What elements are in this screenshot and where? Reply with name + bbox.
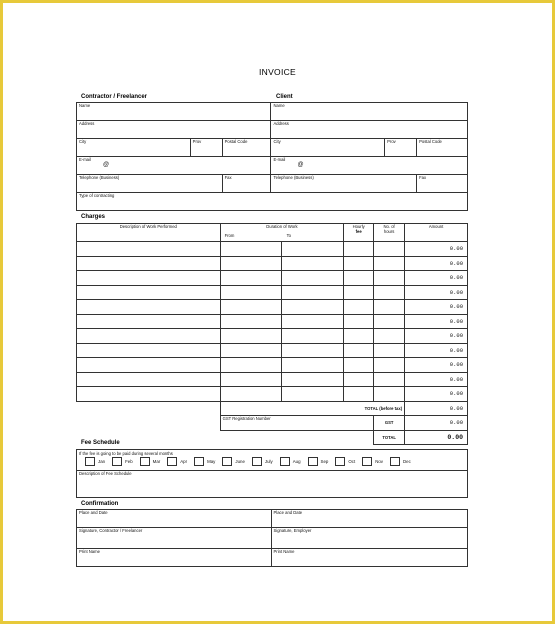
confirmation-heading: Confirmation (81, 501, 119, 507)
month-option[interactable] (194, 457, 215, 466)
fee-schedule-heading: Fee Schedule (81, 440, 120, 446)
month-label: Apr (180, 459, 188, 464)
to-cell[interactable] (282, 372, 344, 387)
amount-cell: 0.00 (405, 300, 468, 315)
hourly-fee-cell[interactable] (344, 300, 374, 315)
from-cell[interactable] (220, 242, 282, 257)
col-to: To (286, 233, 292, 238)
fee-intro: If the fee is going to be paid during several months (79, 451, 173, 456)
month-option[interactable] (335, 457, 355, 466)
client-phone-field[interactable]: Telephone (Business) (271, 175, 417, 193)
checkbox-icon[interactable] (280, 457, 290, 466)
month-label: Nov (375, 459, 383, 464)
contact-form-table (76, 102, 468, 211)
amount-cell: 0.00 (405, 242, 468, 257)
month-option[interactable] (362, 457, 383, 466)
contractor-phone-field[interactable]: Telephone (Business) (77, 175, 223, 193)
checkbox-icon[interactable] (112, 457, 122, 466)
contractor-address-field[interactable]: Address (77, 121, 271, 139)
description-cell[interactable] (77, 300, 221, 315)
amount-cell: 0.00 (405, 387, 468, 402)
charge-row (77, 256, 468, 271)
month-label: Dec (403, 459, 411, 464)
charge-row (77, 343, 468, 358)
client-name-field[interactable]: Name (271, 103, 468, 121)
hours-cell[interactable] (374, 256, 405, 271)
client-postal-field[interactable]: Postal Code (417, 139, 468, 157)
from-cell[interactable] (220, 343, 282, 358)
client-address-field[interactable]: Address (271, 121, 468, 139)
month-option[interactable] (308, 457, 329, 466)
signature-employer-field[interactable]: Signature, Employer (271, 528, 468, 549)
contractor-email-field[interactable]: E-mail @ (77, 157, 271, 175)
hourly-fee-cell[interactable] (344, 285, 374, 300)
contracting-type-field[interactable]: Type of contracting (77, 193, 468, 211)
to-cell[interactable] (282, 329, 344, 344)
at-icon: @ (103, 162, 110, 168)
place-date-left-field[interactable]: Place and Date (77, 510, 272, 528)
print-name-left-field[interactable]: Print Name (77, 549, 272, 567)
amount-cell: 0.00 (405, 271, 468, 286)
charge-row (77, 358, 468, 373)
month-label: Aug (292, 459, 301, 464)
gst-registration-field[interactable]: GST Registration Number (220, 416, 374, 431)
gst-label: GST (374, 416, 405, 431)
charge-row (77, 329, 468, 344)
checkbox-icon[interactable] (140, 457, 150, 466)
print-name-right-field[interactable]: Print Name (271, 549, 468, 567)
client-prov-field[interactable]: Prov (385, 139, 417, 157)
to-cell[interactable] (282, 358, 344, 373)
to-cell[interactable] (282, 271, 344, 286)
fee-schedule-table (76, 449, 468, 498)
from-cell[interactable] (220, 358, 282, 373)
description-cell[interactable] (77, 387, 221, 402)
to-cell[interactable] (282, 242, 344, 257)
description-cell[interactable] (77, 285, 221, 300)
checkbox-icon[interactable] (167, 457, 177, 466)
amount-cell: 0.00 (405, 314, 468, 329)
confirmation-table (76, 509, 468, 567)
amount-cell: 0.00 (405, 329, 468, 344)
description-cell[interactable] (77, 329, 221, 344)
to-cell[interactable] (282, 314, 344, 329)
invoice-title: INVOICE (258, 67, 297, 77)
hourly-fee-cell[interactable] (344, 329, 374, 344)
charge-row (77, 372, 468, 387)
from-cell[interactable] (220, 256, 282, 271)
hourly-fee-cell[interactable] (344, 256, 374, 271)
col-from: From (224, 233, 235, 238)
total-before-tax-label: TOTAL (before tax) (220, 401, 405, 416)
description-cell[interactable] (77, 271, 221, 286)
to-cell[interactable] (282, 285, 344, 300)
contractor-city-field[interactable]: City (77, 139, 191, 157)
amount-cell: 0.00 (405, 343, 468, 358)
month-option[interactable] (390, 457, 411, 466)
fee-description-field[interactable]: Description of Fee Schedule (77, 471, 468, 498)
month-option[interactable] (112, 457, 133, 466)
total-before-tax-value: 0.00 (405, 401, 468, 416)
months-checklist (79, 457, 465, 467)
from-cell[interactable] (220, 314, 282, 329)
col-description: Description of Work Performed (77, 224, 221, 242)
total-value: 0.00 (405, 430, 468, 445)
to-cell[interactable] (282, 256, 344, 271)
place-date-right-field[interactable]: Place and Date (271, 510, 468, 528)
client-email-field[interactable]: E-mail @ (271, 157, 468, 175)
checkbox-icon[interactable] (252, 457, 262, 466)
month-label: July (264, 459, 273, 464)
contractor-fax-field[interactable]: Fax (222, 175, 271, 193)
hours-cell[interactable] (374, 300, 405, 315)
charge-row (77, 242, 468, 257)
charge-row (77, 271, 468, 286)
client-heading: Client (276, 94, 293, 100)
fee-months-row (77, 450, 468, 471)
to-cell[interactable] (282, 300, 344, 315)
charge-row (77, 300, 468, 315)
description-cell[interactable] (77, 314, 221, 329)
description-cell[interactable] (77, 343, 221, 358)
contractor-name-field[interactable]: Name (77, 103, 271, 121)
checkbox-icon[interactable] (222, 457, 232, 466)
client-city-field[interactable]: City (271, 139, 385, 157)
signature-contractor-field[interactable]: Signature, Contractor / Freelancer (77, 528, 272, 549)
checkbox-icon[interactable] (335, 457, 345, 466)
from-cell[interactable] (220, 300, 282, 315)
charge-row (77, 285, 468, 300)
hourly-fee-cell[interactable] (344, 314, 374, 329)
month-option[interactable] (85, 457, 105, 466)
hours-cell[interactable] (374, 242, 405, 257)
contractor-heading: Contractor / Freelancer (81, 94, 148, 100)
hourly-fee-cell[interactable] (344, 242, 374, 257)
hourly-fee-cell[interactable] (344, 387, 374, 402)
amount-cell: 0.00 (405, 256, 468, 271)
checkbox-icon[interactable] (390, 457, 400, 466)
description-cell[interactable] (77, 242, 221, 257)
description-cell[interactable] (77, 358, 221, 373)
from-cell[interactable] (220, 387, 282, 402)
month-option[interactable] (222, 457, 245, 466)
checkbox-icon[interactable] (194, 457, 204, 466)
month-option[interactable] (280, 457, 301, 466)
amount-cell: 0.00 (405, 372, 468, 387)
description-cell[interactable] (77, 256, 221, 271)
col-hours: No. of hours (374, 224, 405, 242)
checkbox-icon[interactable] (362, 457, 372, 466)
checkbox-icon[interactable] (85, 457, 95, 466)
hours-cell[interactable] (374, 271, 405, 286)
col-duration: Duration of Work From To (220, 224, 344, 242)
hours-cell[interactable] (374, 358, 405, 373)
at-icon: @ (297, 162, 304, 168)
hours-cell[interactable] (374, 329, 405, 344)
month-label: Feb (125, 459, 133, 464)
month-label: Sep (320, 459, 329, 464)
from-cell[interactable] (220, 372, 282, 387)
col-amount: Amount (405, 224, 468, 242)
month-option[interactable] (140, 457, 161, 466)
to-cell[interactable] (282, 343, 344, 358)
contractor-postal-field[interactable]: Postal Code (222, 139, 271, 157)
from-cell[interactable] (220, 329, 282, 344)
charges-heading: Charges (81, 214, 106, 220)
month-option[interactable] (167, 457, 187, 466)
charges-table (76, 223, 468, 445)
amount-cell: 0.00 (405, 358, 468, 373)
month-label: June (235, 459, 245, 464)
hours-cell[interactable] (374, 372, 405, 387)
hourly-fee-cell[interactable] (344, 271, 374, 286)
from-cell[interactable] (220, 271, 282, 286)
hourly-fee-cell[interactable] (344, 358, 374, 373)
hours-cell[interactable] (374, 343, 405, 358)
charge-row (77, 387, 468, 402)
gst-value: 0.00 (405, 416, 468, 431)
checkbox-icon[interactable] (308, 457, 318, 466)
amount-cell: 0.00 (405, 285, 468, 300)
from-cell[interactable] (220, 285, 282, 300)
month-option[interactable] (252, 457, 273, 466)
hourly-fee-cell[interactable] (344, 372, 374, 387)
month-label: May (207, 459, 216, 464)
description-cell[interactable] (77, 372, 221, 387)
month-label: Mar (152, 459, 161, 464)
hours-cell[interactable] (374, 285, 405, 300)
hourly-fee-cell[interactable] (344, 343, 374, 358)
col-hourly-fee: Hourly fee (344, 224, 374, 242)
hours-cell[interactable] (374, 387, 405, 402)
to-cell[interactable] (282, 387, 344, 402)
total-label: TOTAL (374, 430, 405, 445)
hours-cell[interactable] (374, 314, 405, 329)
month-label: Jan (98, 459, 106, 464)
month-label: Oct (348, 459, 356, 464)
contractor-prov-field[interactable]: Prov (190, 139, 222, 157)
charge-row (77, 314, 468, 329)
client-fax-field[interactable]: Fax (417, 175, 468, 193)
